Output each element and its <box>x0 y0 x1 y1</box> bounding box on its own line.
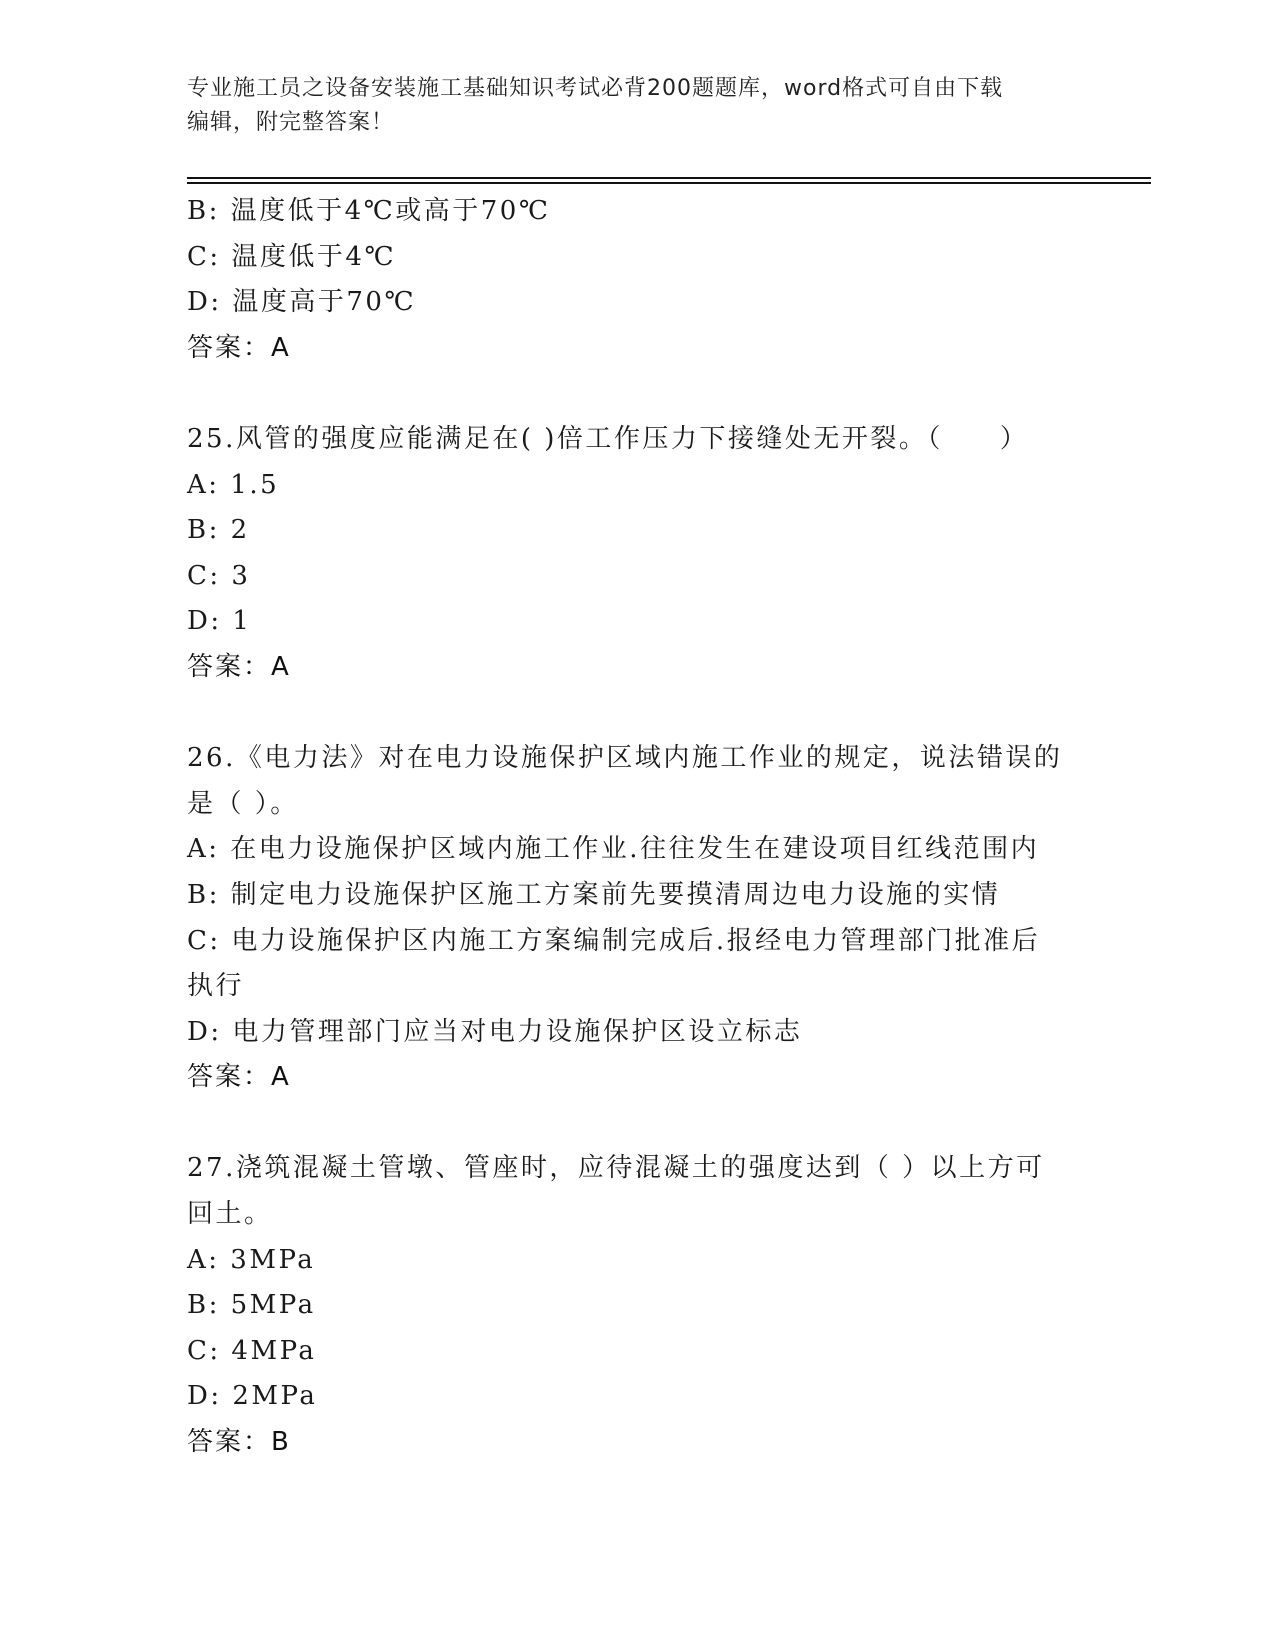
option-c: C: 3 <box>187 560 251 591</box>
option-c: C: 4MPa <box>187 1335 317 1366</box>
answer-line: 答案：B <box>187 1427 291 1458</box>
spacer <box>187 371 1087 417</box>
option-a: A: 1.5 <box>187 469 280 500</box>
question-26 <box>187 736 1087 1101</box>
option-b: B: 制定电力设施保护区施工方案前先要摸清周边电力设施的实情 <box>187 879 1001 910</box>
option-d: D: 1 <box>187 606 252 637</box>
option-b: B: 2 <box>187 515 250 546</box>
option-d: D: 温度高于70℃ <box>187 287 417 318</box>
question-27 <box>187 1146 1087 1465</box>
option-c: C: 温度低于4℃ <box>187 241 397 272</box>
question-stem-continued: 是（ ）。 <box>187 788 299 819</box>
question-24 <box>187 189 1087 371</box>
option-b: B: 温度低于4℃或高于70℃ <box>187 196 551 226</box>
question-list <box>187 189 1087 1466</box>
question-stem: 26.《电力法》对在电力设施保护区域内施工作业的规定，说法错误的 <box>187 743 1063 774</box>
option-b: B: 5MPa <box>187 1290 316 1321</box>
spacer <box>187 691 1087 737</box>
answer-line: 答案：A <box>187 1062 291 1093</box>
question-25 <box>187 417 1087 691</box>
document-header <box>187 72 1087 140</box>
header-line-2: 编辑，附完整答案！ <box>187 110 395 135</box>
spacer <box>187 1101 1087 1147</box>
option-d: D: 电力管理部门应当对电力设施保护区设立标志 <box>187 1016 803 1047</box>
question-stem: 27.浇筑混凝土管墩、管座时，应待混凝土的强度达到（ ）以上方可 <box>187 1153 1045 1184</box>
answer-line: 答案：A <box>187 651 291 682</box>
header-divider-top <box>187 177 1151 179</box>
header-line-1: 专业施工员之设备安装施工基础知识考试必背200题题库，word格式可自由下载 <box>187 76 1004 101</box>
option-c-continued: 执行 <box>187 971 245 1002</box>
option-c: C: 电力设施保护区内施工方案编制完成后.报经电力管理部门批准后 <box>187 925 1041 956</box>
answer-line: 答案：A <box>187 332 291 363</box>
question-stem: 25.风管的强度应能满足在( )倍工作压力下接缝处无开裂。（ ） <box>187 423 1029 454</box>
question-stem-continued: 回土。 <box>187 1199 273 1230</box>
option-a: A: 在电力设施保护区域内施工作业.往往发生在建设项目红线范围内 <box>187 834 1040 865</box>
option-d: D: 2MPa <box>187 1381 318 1412</box>
header-divider-bottom <box>187 182 1151 184</box>
option-a: A: 3MPa <box>187 1244 316 1275</box>
